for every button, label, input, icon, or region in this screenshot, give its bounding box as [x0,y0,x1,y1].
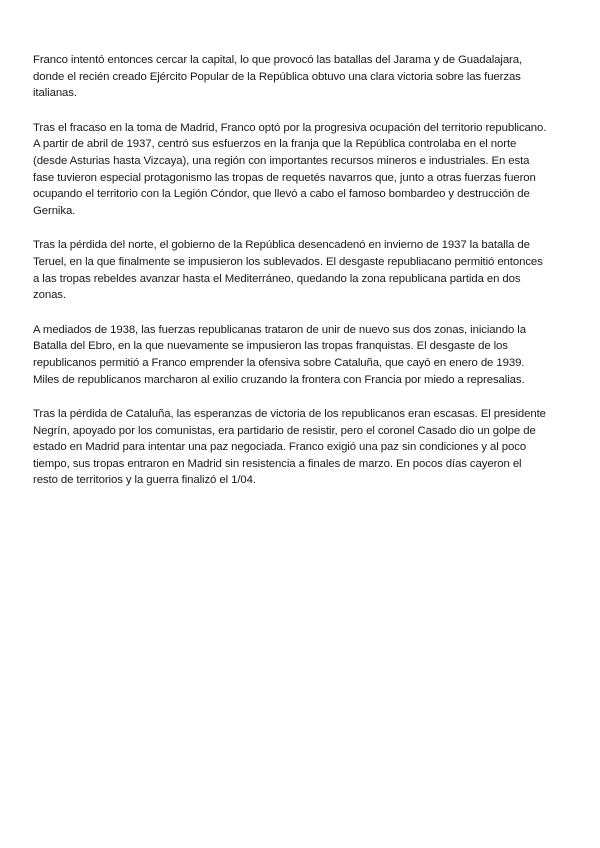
paragraph-3: Tras la pérdida del norte, el gobierno de la República desencadenó en invierno de 1937 la batalla de Teruel, en la que finalmente se impusieron los sublevados. El desgaste republiacano permitió entonces a las tropas rebeldes avanzar hasta el Mediterráneo, quedando la zona republicana partida en dos zonas. [33,239,543,302]
paragraph-5: Tras la pérdida de Cataluña, las esperanzas de victoria de los republicanos eran escasas. El presidente Negrín, apoyado por los comunistas, era partidario de resistir, pero el coronel Casado dio un golpe de estado en Madrid para intentar una paz negociada. Franco exigió una paz sin condiciones y al poco tiempo, sus tropas entraron en Madrid sin resistencia a finales de marzo. En pocos días cayeron el resto de territorios y la guerra finalizó el 1/04. [33,408,546,487]
paragraph-4: A mediados de 1938, las fuerzas republicanas trataron de unir de nuevo sus dos zonas, iniciando la Batalla del Ebro, en la que nuevamente se impusieron las tropas franquistas. El desgaste de los republicanos permitió a Franco emprender la ofensiva sobre Cataluña, que cayó en enero de 1939. Miles de republicanos marcharon al exilio cruzando la frontera con Francia por miedo a represalias. [33,323,526,386]
paragraph-1: Franco intentó entonces cercar la capital, lo que provocó las batallas del Jarama y de Guadalajara, donde el recién creado Ejército Popular de la República obtuvo una clara victoria sobre las fuerzas italianas. [33,54,523,100]
document-body [33,52,549,507]
paragraph-2: Tras el fracaso en la toma de Madrid, Franco optó por la progresiva ocupación del territorio republicano. A partir de abril de 1937, centró sus esfuerzos en la franja que la República controlaba en el norte (desde Asturias hasta Vizcaya), una región con importantes recursos mineros e industriales. En esta fase tuvieron especial protagonismo las tropas de requetés navarros que, junto a otras fuerzas fueron ocupando el territorio con la Legión Cóndor, que llevó a cabo el famoso bombardeo y destrucción de Gernika. [33,121,547,217]
